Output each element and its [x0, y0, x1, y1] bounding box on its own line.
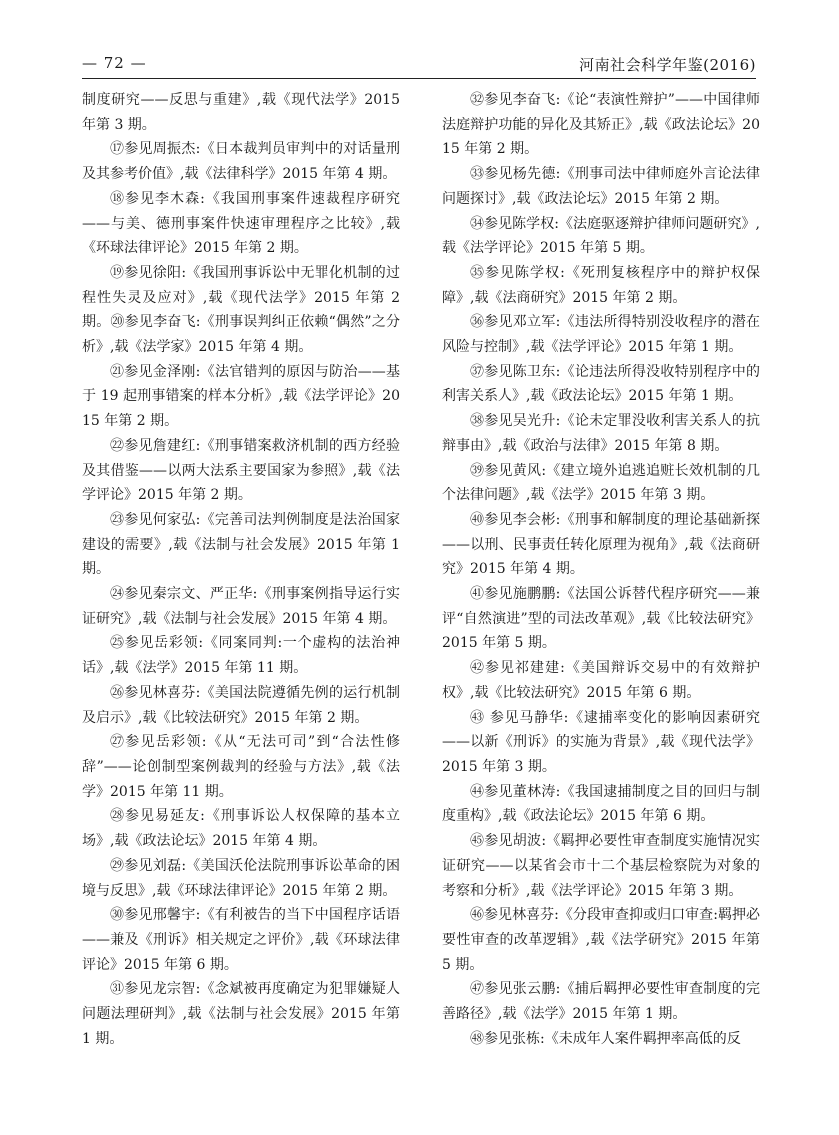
- footnote-entry: ㊵参见李会彬:《刑事和解制度的理论基础新探——以刑、民事责任转化原理为视角》,载《法商研究》2015 年第 4 期。: [442, 511, 760, 578]
- left-column: [82, 88, 400, 1051]
- footnote-entry: ㉓参见何家弘:《完善司法判例制度是法治国家建设的需要》,载《法制与社会发展》2015 年第 1 期。: [82, 511, 400, 578]
- footnote-entry: ㉟参见陈学权:《死刑复核程序中的辩护权保障》,载《法商研究》2015 年第 2 期。: [442, 264, 760, 306]
- footnote-entry: ㊺参见胡波:《羁押必要性审查制度实施情况实证研究——以某省会市十二个基层检察院为对象的考察和分析》,载《法学评论》2015 年第 3 期。: [442, 833, 760, 899]
- footnote-entry: ㉖参见林喜芬:《美国法院遵循先例的运行机制及启示》,载《比较法研究》2015 年第 2 期。: [82, 684, 400, 726]
- footnote-entry: ㊶参见施鹏鹏:《法国公诉替代程序研究——兼评“自然演进”型的司法改革观》,载《比较法研究》2015 年第 5 期。: [442, 586, 760, 652]
- footnote-entry: ㊳参见吴光升:《论未定罪没收利害关系人的抗辩事由》,载《政治与法律》2015 年第 8 期。: [442, 413, 760, 454]
- footnote-entry: ㊽参见张栋:《未成年人案件羁押率高低的反: [470, 1030, 741, 1047]
- journal-title: 河南社会科学年鉴(2016): [579, 56, 756, 74]
- footnote-entry: ㊷参见祁建建:《美国辩诉交易中的有效辩护权》,载《比较法研究》2015 年第 6 期。: [442, 660, 760, 701]
- footnote-entry: ㉞参见陈学权:《法庭驱逐辩护律师问题研究》,载《法学评论》2015 年第 5 期。: [442, 215, 760, 257]
- footnote-entry: ㉜参见李奋飞:《论“表演性辩护”——中国律师法庭辩护功能的异化及其矫正》,载《政法论坛》2015 年第 2 期。: [442, 92, 760, 158]
- footnote-entry: ㉗参见岳彩领:《从“无法可司”到“合法性修辞”——论创制型案例裁判的经验与方法》,载《法学》2015 年第 11 期。: [82, 734, 400, 800]
- footnote-entry: ㉕参见岳彩领:《同案同判:一个虚构的法治神话》,载《法学》2015 年第 11 期。: [82, 635, 400, 677]
- footnote-entry: ⑰参见周振杰:《日本裁判员审判中的对话量刑及其参考价值》,载《法律科学》2015 年第 4 期。: [82, 141, 400, 183]
- footnote-entry: ㉔参见秦宗文、严正华:《刑事案例指导运行实证研究》,载《法制与社会发展》2015 年第 4 期。: [82, 586, 400, 627]
- footnote-entry: ㊴参见黄风:《建立境外追逃追赃长效机制的几个法律问题》,载《法学》2015 年第 3 期。: [442, 462, 760, 504]
- footnote-entry: ⑱参见李木森:《我国刑事案件速裁程序研究——与美、德刑事案件快速审理程序之比较》,载《环球法律评论》2015 年第 2 期。: [82, 190, 400, 257]
- footnote-entry: ⑲参见徐阳:《我国刑事诉讼中无罪化机制的过程性失灵及应对》,载《现代法学》2015 年第 2 期。⑳参见李奋飞:《刑事误判纠正依赖“偶然”之分析》,载《法学家》2015 年第 4 期。: [82, 264, 400, 356]
- page-number: — 72 —: [82, 54, 147, 72]
- footnote-entry: ㊱参见邓立军:《违法所得特别没收程序的潜在风险与控制》,载《法学评论》2015 年第 1 期。: [442, 314, 760, 356]
- footnote-entry: ㊲参见陈卫东:《论违法所得没收特别程序中的利害关系人》,载《政法论坛》2015 年第 1 期。: [442, 363, 760, 405]
- footnote-entry: ㉝参见杨先德:《刑事司法中律师庭外言论法律问题探讨》,载《政法论坛》2015 年第 2 期。: [442, 166, 760, 207]
- header-rule: [82, 78, 756, 79]
- footnote-entry: ㊻参见林喜芬:《分段审查抑或归口审查:羁押必要性审查的改革逻辑》,载《法学研究》2015 年第 5 期。: [442, 907, 760, 973]
- footnote-entry: ㉑参见金泽刚:《法官错判的原因与防治——基于 19 起刑事错案的样本分析》,载《法学评论》2015 年第 2 期。: [82, 363, 400, 430]
- footnote-entry: ㊸ 参见马静华:《逮捕率变化的影响因素研究——以新《刑诉》的实施为背景》,载《现代法学》2015 年第 3 期。: [442, 709, 760, 775]
- footnote-entry: ㉛参见龙宗智:《念斌被再度确定为犯罪嫌疑人问题法理研判》,载《法制与社会发展》2015 年第 1 期。: [82, 981, 400, 1047]
- footnote-entry: ㉚参见邢馨宇:《有利被告的当下中国程序话语——兼及《刑诉》相关规定之评价》,载《环球法律评论》2015 年第 6 期。: [82, 907, 400, 973]
- footnote-entry: ㉒参见詹建红:《刑事错案救济机制的西方经验及其借鉴——以两大法系主要国家为参照》,载《法学评论》2015 年第 2 期。: [82, 437, 400, 504]
- footnote-entry: ㉘参见易延友:《刑事诉讼人权保障的基本立场》,载《政法论坛》2015 年第 4 期。: [82, 808, 400, 850]
- footnote-entry: ㊼参见张云鹏:《捕后羁押必要性审查制度的完善路径》,载《法学》2015 年第 1 期。: [442, 981, 760, 1023]
- footnote-entry: 制度研究——反思与重建》,载《现代法学》2015 年第 3 期。: [82, 92, 400, 133]
- page-header: [82, 52, 756, 78]
- footnote-entry: ㉙参见刘磊:《美国沃伦法院刑事诉讼革命的困境与反思》,载《环球法律评论》2015 年第 2 期。: [82, 857, 400, 899]
- right-column: [442, 88, 760, 1051]
- footnote-entry: ㊹参见董林涛:《我国逮捕制度之目的回归与制度重构》,载《政法论坛》2015 年第 6 期。: [442, 783, 760, 825]
